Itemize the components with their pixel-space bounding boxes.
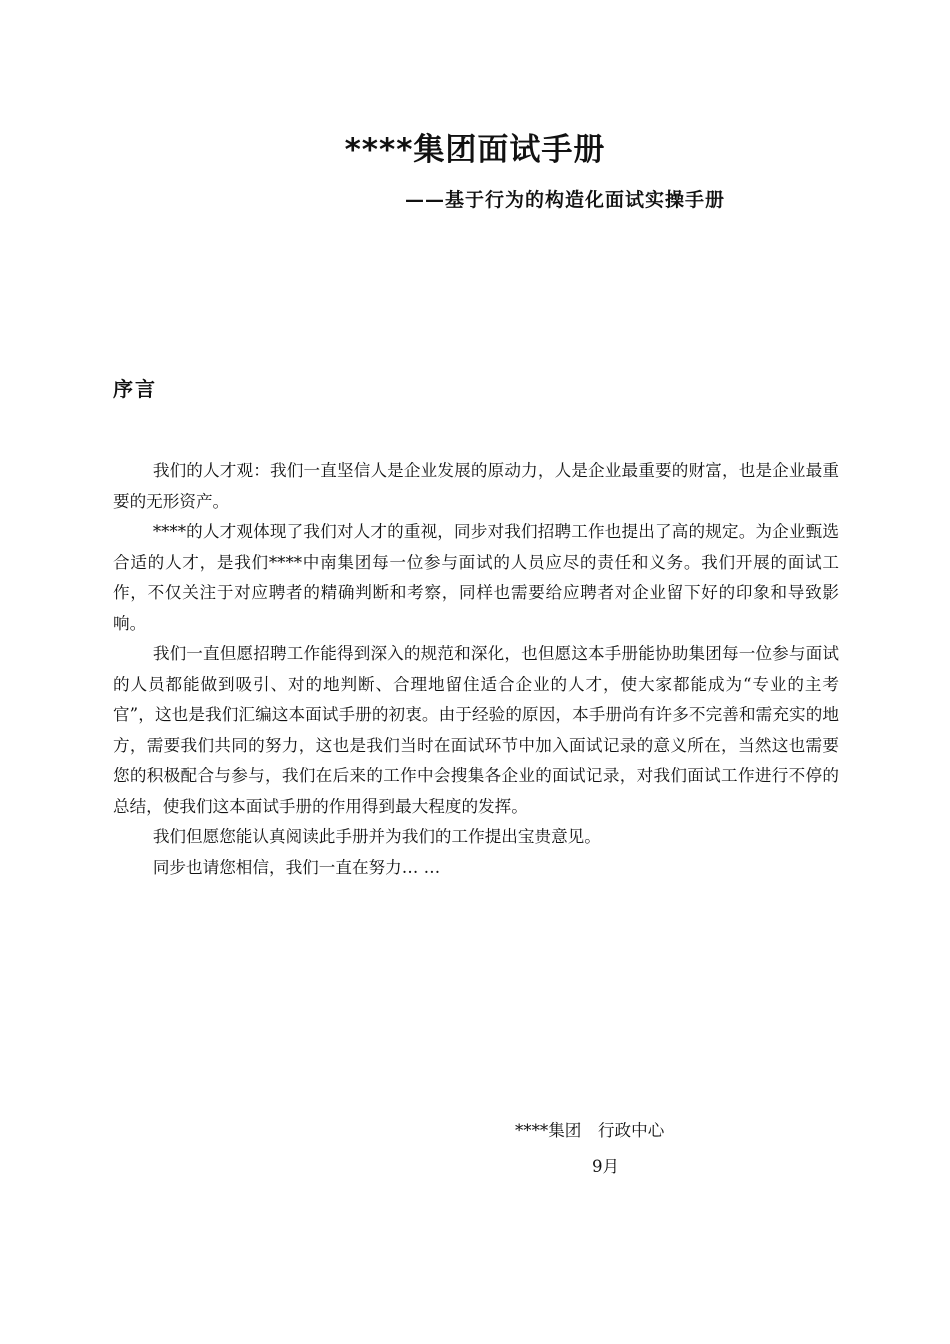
signature-date: 9月	[592, 1157, 620, 1176]
paragraph: 我们一直但愿招聘工作能得到深入的规范和深化，也但愿这本手册能协助集团每一位参与面试的人员都能做到吸引、对的地判断、合理地留住适合企业的人才，使大家都能成为“专业的主考官”，这也是我们汇编这本面试手册的初衷。由于经验的原因，本手册尚有许多不完善和需充实的地方，需要我们共同的努力，这也是我们当时在面试环节中加入面试记录的意义所在，当然这也需要您的积极配合与参与，我们在后来的工作中会搜集各企业的面试记录，对我们面试工作进行不停的总结，使我们这本面试手册的作用得到最大程度的发挥。	[113, 644, 839, 816]
signature-block	[515, 1116, 715, 1182]
paragraph: 我们的人才观：我们一直坚信人是企业发展的原动力，人是企业最重要的财富，也是企业最重要的无形资产。	[113, 461, 839, 511]
document-subtitle: ——基于行为的构造化面试实操手册	[405, 189, 726, 211]
signature-department: ****集团 行政中心	[515, 1121, 665, 1140]
paragraph: 我们但愿您能认真阅读此手册并为我们的工作提出宝贵意见。	[152, 827, 601, 846]
paragraph: 同步也请您相信，我们一直在努力… …	[152, 857, 441, 877]
preface-body	[113, 456, 839, 883]
document-title: ****集团面试手册	[344, 132, 606, 168]
paragraph: ****的人才观体现了我们对人才的重视，同步对我们招聘工作也提出了高的规定。为企业甄选合适的人才，是我们****中南集团每一位参与面试的人员应尽的责任和义务。我们开展的面试工作，不仅关注于对应聘者的精确判断和考察，同样也需要给应聘者对企业留下好的印象和导致影响。	[113, 522, 839, 633]
section-heading-preface: 序言	[113, 377, 157, 401]
